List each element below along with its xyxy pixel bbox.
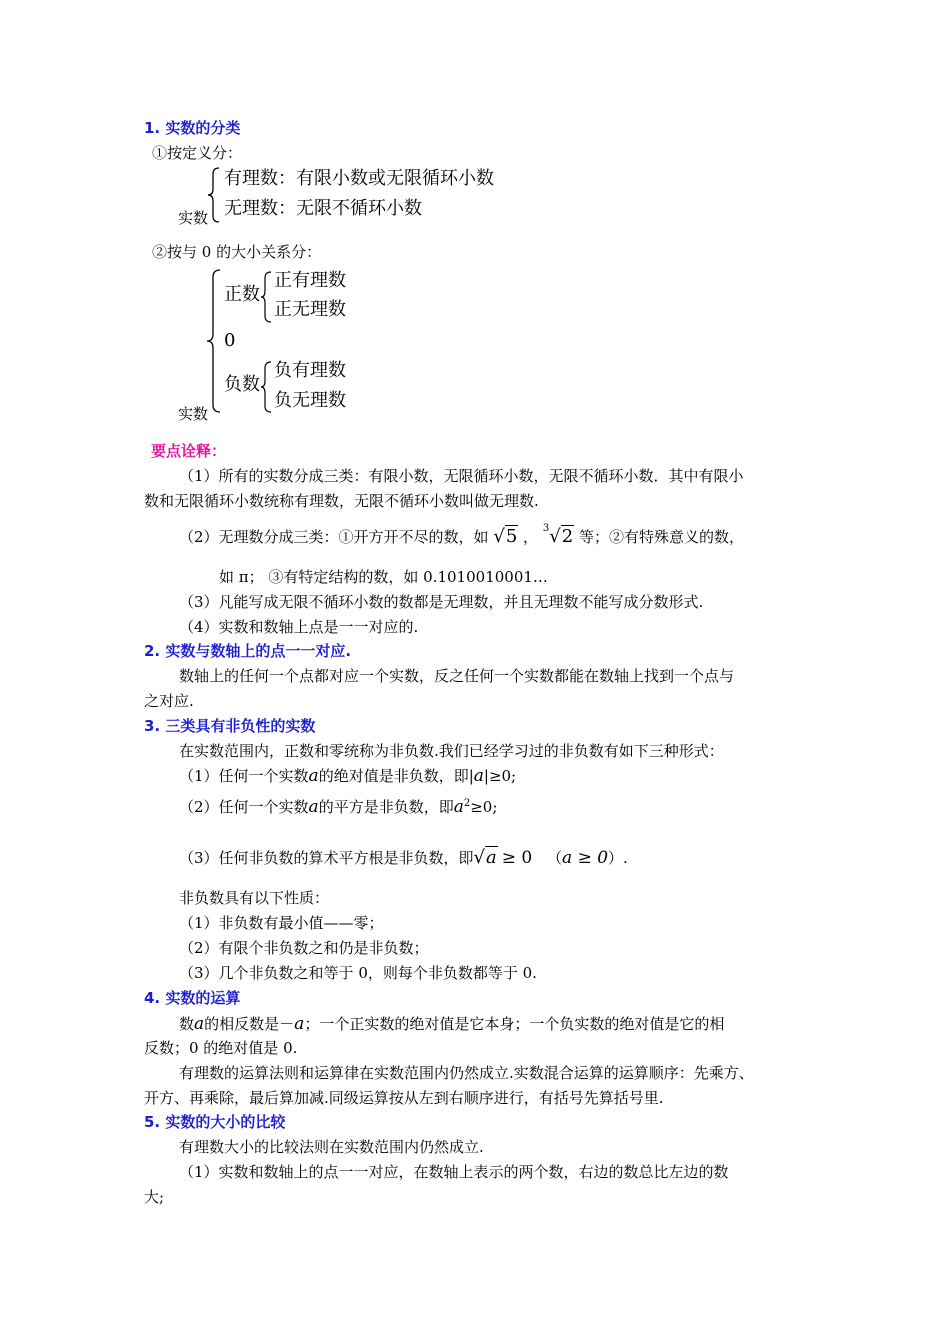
section-4-line-2: 反数；0 的绝对值是 0. — [144, 1039, 298, 1057]
var-a: a — [473, 766, 484, 786]
sqrt-5-radicand: 5 — [505, 526, 518, 547]
line-1-start: 数 — [179, 1015, 195, 1033]
var-a: a — [194, 1014, 205, 1034]
var-a: a — [294, 1014, 305, 1034]
note-2-separator: ， — [523, 528, 539, 546]
section-3-item-3 — [179, 849, 628, 867]
line-1-opposite: 的相反数是－ — [204, 1015, 295, 1033]
section-1-title: 1. 实数的分类 — [144, 119, 241, 137]
real-number-root-b: 实数 — [178, 405, 209, 423]
rational-definition: 有理数：有限小数或无限循环小数 — [224, 168, 494, 189]
var-a: a — [308, 797, 319, 817]
large-left-brace-icon — [205, 268, 223, 414]
note-4: （4）实数和数轴上点是一一对应的. — [179, 618, 419, 636]
item-1-prefix: （1）任何一个实数 — [179, 767, 309, 785]
section-5-line-1: 有理数大小的比较法则在实数范围内仍然成立. — [179, 1138, 484, 1156]
sqrt-5: √5 — [493, 526, 518, 547]
condition-open: （ — [547, 849, 563, 867]
exponent-2: 2 — [463, 798, 471, 809]
positive-number-label: 正数 — [224, 284, 260, 305]
item-1-suffix: |≥0; — [483, 767, 517, 785]
line-1-rest: ；一个正实数的绝对值是它本身；一个负实数的绝对值是它的相 — [304, 1015, 725, 1033]
note-2-line-2: 如 π； ③有特定结构的数，如 0.1010010001… — [219, 568, 548, 586]
negative-number-label: 负数 — [224, 374, 260, 395]
cbrt-2: $^3$√2 — [542, 523, 574, 547]
property-1: （1）非负数有最小值——零； — [179, 914, 384, 932]
classification-by-sign-label: ②按与 0 的大小关系分： — [152, 243, 322, 261]
section-2-line-1: 数轴上的任何一个点都对应一个实数，反之任何一个实数都能在数轴上找到一个点与 — [179, 667, 735, 685]
sqrt-a: √a — [473, 847, 497, 868]
section-5-title: 5. 实数的大小的比较 — [144, 1113, 286, 1131]
section-4-title: 4. 实数的运算 — [144, 989, 241, 1007]
negative-irrational: 负无理数 — [274, 390, 346, 411]
note-1-line-1: （1）所有的实数分成三类：有限小数，无限循环小数，无限不循环小数．其中有限小 — [179, 467, 744, 485]
note-2-line-1 — [179, 523, 744, 547]
left-brace-icon — [206, 166, 222, 224]
properties-title: 非负数具有以下性质： — [179, 889, 330, 907]
section-3-item-2 — [179, 799, 497, 816]
var-a: a — [308, 766, 319, 786]
section-4-line-1 — [179, 1016, 724, 1033]
var-a: a — [453, 797, 464, 817]
section-2-line-2: 之对应. — [144, 692, 194, 710]
item-2-suffix: ≥0; — [470, 798, 498, 816]
note-1-line-2: 数和无限循环小数统称有理数，无限不循环小数叫做无理数. — [144, 492, 539, 510]
section-3-title: 3. 三类具有非负性的实数 — [144, 717, 316, 735]
positive-irrational: 正无理数 — [274, 299, 346, 320]
note-2-prefix: （2）无理数分成三类：①开方开不尽的数，如 — [179, 528, 489, 546]
positive-brace-icon — [259, 270, 273, 324]
section-5-line-3: 大; — [144, 1188, 165, 1206]
section-4-line-4: 开方、再乘除，最后算加减.同级运算按从左到右顺序进行，有括号先算括号里. — [144, 1089, 664, 1107]
irrational-definition: 无理数：无限不循环小数 — [224, 198, 422, 219]
zero-label: 0 — [224, 330, 236, 351]
item-3-prefix: （3）任何非负数的算术平方根是非负数，即 — [179, 849, 474, 867]
property-3: （3）几个非负数之和等于 0，则每个非负数都等于 0. — [179, 964, 537, 982]
condition: a ≥ 0 — [562, 848, 609, 868]
cbrt-index: 3 — [542, 523, 550, 534]
section-3-item-1 — [179, 768, 516, 785]
sqrt-a-radicand: a — [486, 847, 497, 868]
key-points-title: 要点诠释： — [151, 442, 227, 460]
section-2-title: 2. 实数与数轴上的点一一对应. — [144, 642, 352, 660]
item-2-prefix: （2）任何一个实数 — [179, 798, 309, 816]
section-3-intro: 在实数范围内，正数和零统称为非负数.我们已经学习过的非负数有如下三种形式： — [179, 742, 724, 760]
section-5-line-2: （1）实数和数轴上的点一一对应，在数轴上表示的两个数，右边的数总比左边的数 — [179, 1163, 729, 1181]
note-2-suffix: 等；②有特殊意义的数， — [578, 528, 744, 546]
item-2-mid: 的平方是非负数，即 — [318, 798, 454, 816]
section-4-line-3: 有理数的运算法则和运算律在实数范围内仍然成立.实数混合运算的运算顺序：先乘方、 — [179, 1064, 754, 1082]
real-number-root-a: 实数 — [178, 209, 209, 227]
item-1-mid: 的绝对值是非负数，即| — [318, 767, 474, 785]
negative-rational: 负有理数 — [274, 360, 346, 381]
classification-by-definition-label: ①按定义分： — [152, 144, 243, 162]
negative-brace-icon — [259, 360, 273, 414]
note-3: （3）凡能写成无限不循环小数的数都是无理数，并且无理数不能写成分数形式. — [179, 593, 704, 611]
positive-rational: 正有理数 — [274, 270, 346, 291]
property-2: （2）有限个非负数之和仍是非负数； — [179, 939, 429, 957]
condition-close: ）. — [608, 849, 628, 867]
cbrt-2-radicand: 2 — [561, 526, 574, 547]
ge-zero: ≥ 0 — [501, 848, 533, 868]
